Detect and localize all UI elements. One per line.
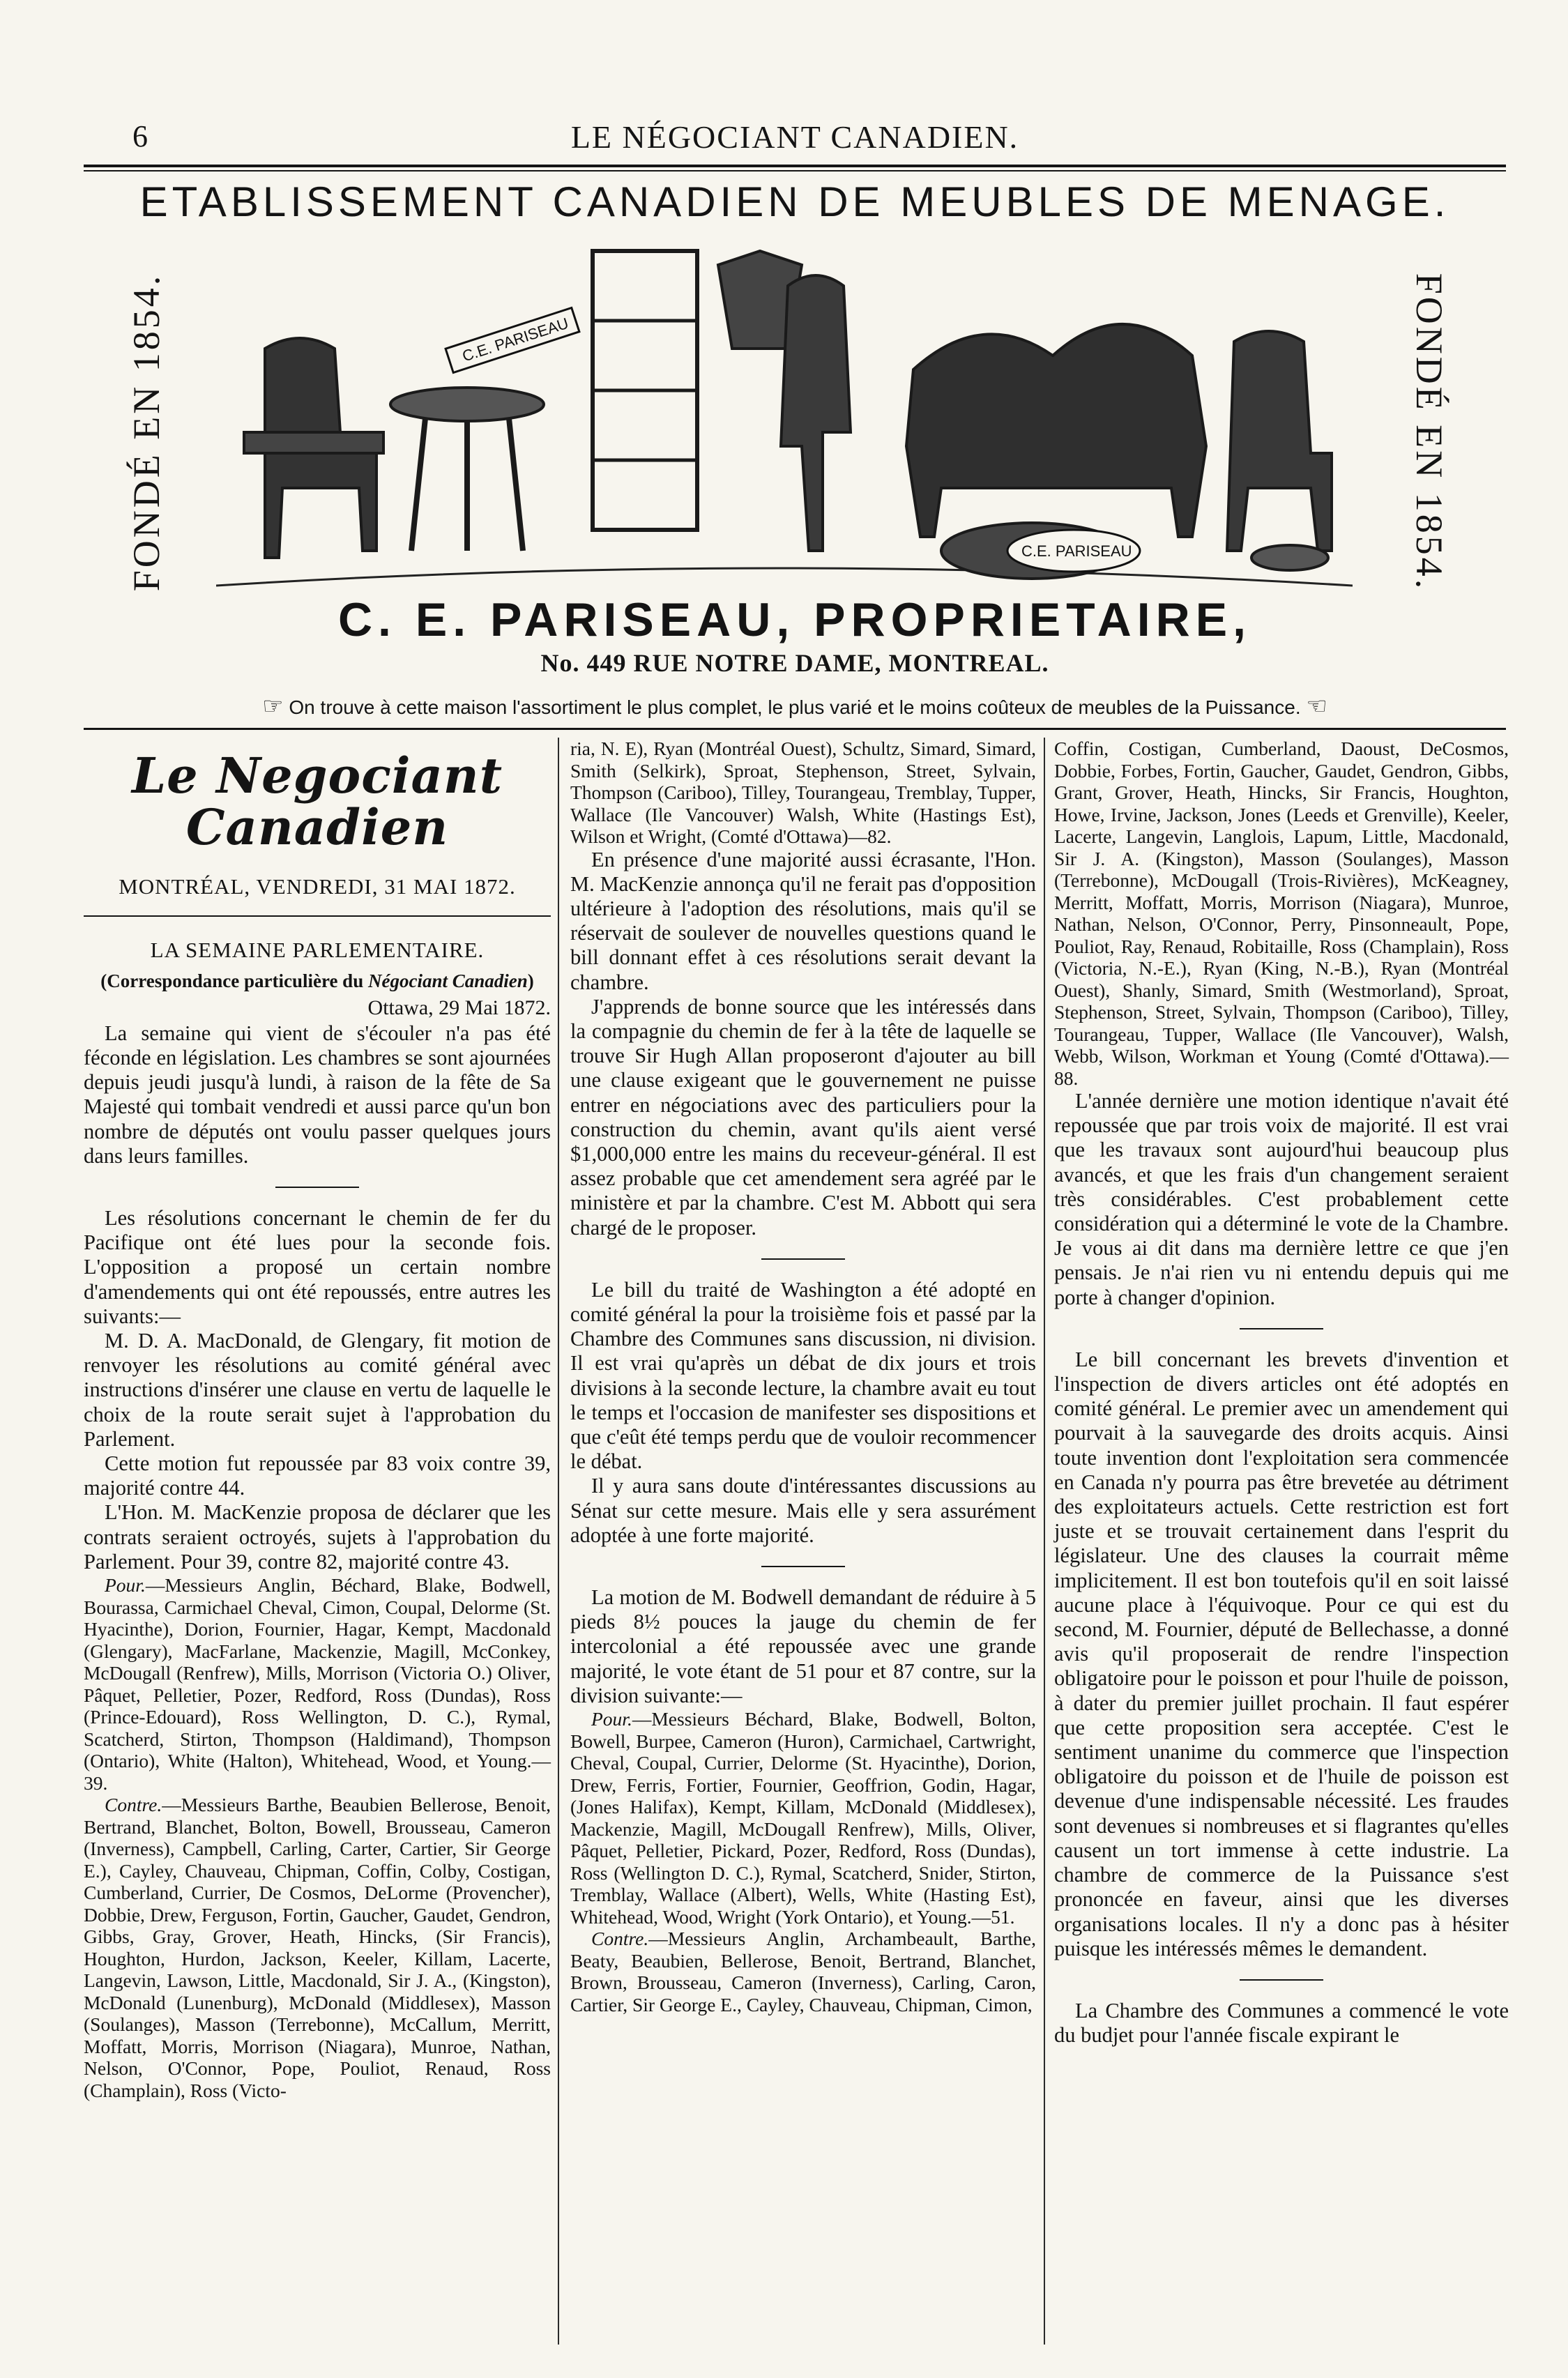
pointing-hand-icon: ☞ <box>262 693 284 719</box>
paragraph: Cette motion fut repoussée par 83 voix contre 39, majorité contre 44. <box>84 1451 551 1500</box>
paragraph: En présence d'une majorité aussi écrasante, l'Hon. M. MacKenzie annonça qu'il ne ferait pas d'opposition ultérieure à l'adoption des résolutions, mais qu'il se réservait de soulever de nouvelles questions quand le bill donnant effet à ces résolutions serait devant la chambre. <box>570 847 1036 994</box>
founded-right: FONDÉ EN 1854. <box>1408 273 1450 592</box>
section-title: LA SEMAINE PARLEMENTAIRE. <box>150 938 485 963</box>
masthead: Le Negociant Canadien <box>131 747 503 856</box>
section-separator <box>761 1258 845 1260</box>
page-number: 6 <box>132 119 148 153</box>
paragraph: J'apprends de bonne source que les intéressés dans la compagnie du chemin de fer à la tête de laquelle se trouve Sir Hugh Allan proposeront d'ajouter au bill une clause exigeant que le gouvernement ne puisse entrer en négociations avec des particuliers pour la construction du chemin, avant qu'ils aient versé $1,000,000 entre les mains du receveur-général. Il est assez probable que cet amendement sera agréé par le ministère et par la chambre. C'est M. Abbott qui sera chargé de le proposer. <box>570 994 1036 1240</box>
section-separator <box>275 1187 359 1188</box>
ad-assortment-text: On trouve à cette maison l'assortiment le plus complet, le plus varié et le moins coûteux de meubles de la Puissance. <box>289 696 1301 718</box>
paragraph: L'Hon. M. MacKenzie proposa de déclarer que les contrats seraient octroyés, sujets à l'approbation du Parlement. Pour 39, contre 82, majorité contre 43. <box>84 1500 551 1573</box>
column-3 <box>1054 738 1509 2048</box>
column-separator <box>558 738 559 2345</box>
head-rule-thick <box>84 165 1506 167</box>
paragraph: Le bill du traité de Washington a été adopté en comité général la pour la troisième fois et passé par la Chambre des Communes sans discussion, ni division. Il est vrai qu'après un débat de dix jours et trois divisions à la seconde lecture, la chambre avait eu tout le temps et l'occasion de manifester ses dispositions et que c'eût été temps perdu que de vouloir recommencer le débat. <box>570 1277 1036 1474</box>
journal-title: LE NÉGOCIANT CANADIEN. <box>570 119 1019 155</box>
dateline: MONTRÉAL, VENDREDI, 31 MAI 1872. <box>119 874 516 899</box>
paragraph: Coffin, Costigan, Cumberland, Daoust, DeCosmos, Dobbie, Forbes, Fortin, Gaucher, Gaudet, Gendron, Gibbs, Grant, Grover, Heath, Hincks, Sir Francis, Houghton, Howe, Irvine, Jackson, Jones (Leeds et Grenville), Keeler, Lacerte, Langevin, Langlois, Lapum, Little, Macdonald, Sir J. A. (Kingston), Masson (Soulanges), Masson (Terrebonne), McDougall (Trois-Rivières), McKeagney, Merritt, Moffatt, Morris, Morrison (Niagara), Munroe, Nathan, Nelson, O'Connor, Perry, Pinsonneault, Pope, Pouliot, Ray, Renaud, Robitaille, Ross (Champlain), Ross (Victoria, N.-E.), Ryan (King, N.-B.), Ryan (Montréal Ouest), Shanly, Simard, Smith (Westmorland), Sproat, Stephenson, Street, Sylvain, Thompson (Cariboo), Tilley, Tourangeau, Tupper, Wallace (Ile Vancouver), Walsh, Webb, Wilson, Workman et Young (Comté d'Ottawa).—88. <box>1054 738 1509 1089</box>
pointing-hand-icon: ☜ <box>1306 693 1327 719</box>
section-separator <box>761 1566 845 1567</box>
masthead-rule <box>84 915 551 917</box>
engraving-label-1: C.E. PARISEAU <box>459 314 571 365</box>
running-head <box>84 119 1506 160</box>
column-2 <box>570 738 1036 2015</box>
section-separator <box>1240 1979 1323 1981</box>
paragraph: La semaine qui vient de s'écouler n'a pas été féconde en législation. Les chambres se sont ajournées depuis jeudi jusqu'à lundi, à raison de la fête de Sa Majesté qui tombait vendredi et aussi parce qu'un bon nombre de députés ont voulu passer quelques jours dans leurs familles. <box>84 1021 551 1168</box>
column-separator <box>1044 738 1045 2345</box>
founded-left: FONDÉ EN 1854. <box>125 273 167 592</box>
head-rule-thin <box>84 170 1506 172</box>
vote-contre-list: Contre.—Messieurs Barthe, Beaubien Bellerose, Benoit, Bertrand, Blanchet, Bolton, Bowell, Brousseau, Cameron (Inverness), Campbell, Carling, Carter, Cartier, Sir George E.), Cayley, Chauveau, Chipman, Coffin, Colby, Costigan, Cumberland, Currier, De Cosmos, DeLorme (Provencher), Dobbie, Drew, Ferguson, Fortin, Gaucher, Gaudet, Gendron, Gibbs, Gray, Grover, Heath, Hincks, (Sir Francis), Houghton, Hurdon, Jackson, Keeler, Killam, Lacerte, Langevin, Lawson, Little, Macdonald, Sir J. A., (Kingston), McDonald (Lunenburg), McDonald (Middlesex), Masson (Soulanges), Masson (Terrebonne), McCallum, Merritt, Moffatt, Morris, Morrison (Niagara), Munroe, Nathan, Nelson, O'Connor, Pope, Pouliot, Renaud, Ross (Champlain), Ross (Victo- <box>84 1794 551 2101</box>
paragraph: L'année dernière une motion identique n'avait été repoussée que par trois voix de majorité. Il est vrai que les travaux sont aujourd'hui beaucoup plus avancés, et que les frais d'un changement seraient très considérables. C'est probablement cette considération qui a déterminé le vote de la Chambre. Je vous ai dit dans ma dernière lettre ce que j'en pensais. Je n'ai rien vu ni entendu depuis qui me porte à changer d'opinion. <box>1054 1089 1509 1309</box>
vote-pour-list: Pour.—Messieurs Béchard, Blake, Bodwell, Bolton, Bowell, Burpee, Cameron (Huron), Carmichael, Cartwright, Cheval, Coupal, Currier, Delorme (St. Hyacinthe), Dorion, Drew, Ferris, Fortier, Fournier, Geoffrion, Godin, Hagar, (Jones Halifax), Kempt, Killam, McDonald (Middlesex), Mackenzie, Magill, McDougall Renfrew), Mills, Oliver, Pâquet, Pelletier, Pickard, Pozer, Redford, Ross (Dundas), Ross (Wellington D. C.), Rymal, Scatcherd, Snider, Stirton, Tremblay, Wallace (Albert), Wells, White (Hasting Est), Whitehead, Wood, Wright (York Ontario), et Young.—51. <box>570 1708 1036 1928</box>
paragraph: La motion de M. Bodwell demandant de réduire à 5 pieds 8½ pouces la jauge du chemin de fer intercolonial a été repoussée avec une grande majorité, le vote étant de 51 pour et 87 contre, sur la division suivante:— <box>570 1585 1036 1707</box>
ad-assortment <box>84 692 1506 720</box>
paragraph: ria, N. E), Ryan (Montréal Ouest), Schultz, Simard, Simard, Smith (Selkirk), Sproat, Stephenson, Street, Sylvain, Thompson (Cariboo), Tilley, Tourangeau, Tremblay, Tupper, Wallace (Ile Vancouver) Walsh, White (Hastings Est), Wilson et Wright, (Comté d'Ottawa)—82. <box>570 738 1036 847</box>
column-1 <box>84 738 551 2101</box>
ad-address: No. 449 RUE NOTRE DAME, MONTREAL. <box>540 649 1049 677</box>
paragraph: Le bill concernant les brevets d'invention et l'inspection de divers articles ont été adoptés en comité général. Le premier avec un amendement qui pourvait à la sauvegarde des droits acquis. Ainsi toute invention dont l'exploitation sera commencée en Canada n'y pourra pas être brevetée au détriment des exploitateurs actuels. Cette restriction est fort juste et se trouvait certainement dans l'esprit du législateur. Une des clauses la courrait même implicitement. Il est bon toutefois qu'il en soit laissé aucune place à l'équivoque. Pour ce qui est du second, M. Fournier, député de Bellechasse, a donné avis qu'il proposerait de rendre l'inspection obligatoire pour le poisson et pour l'huile de poisson, à dater du premier juillet prochain. Il faut espérer que cette proposition sera acceptée. C'est le sentiment unanime du commerce que l'inspection obligatoire du poisson et de l'huile de poisson est devenue d'une indispensable nécessité. Les fraudes sont devenues si nombreuses et si flagrantes qu'elles causent un tort immense à cette industrie. La chambre de commerce de la Puissance s'est prononcée en faveur, ainsi que les diverses organisations locales. Il n'y a donc pas à hésiter puisque les intéressés mêmes le demandent. <box>1054 1347 1509 1960</box>
vote-pour-list: Pour.—Messieurs Anglin, Béchard, Blake, Bodwell, Bourassa, Carmichael Cheval, Cimon, Coupal, Delorme (St. Hyacinthe), Dorion, Fournier, Hagar, Kempt, Macdonald (Glengary), MacFarlane, Mackenzie, Magill, McConkey, McDougall (Renfrew), Mills, Morrison (Victoria O.) Oliver, Pâquet, Pelletier, Pozer, Redford, Ross (Dundas), Ross (Prince-Edouard), Ross Wellington, D. C.), Rymal, Scatcherd, Stirton, Thompson (Haldimand), Thompson (Ontario), White (Halton), Whitehead, Wood, et Young.—39. <box>84 1574 551 1794</box>
correspondence-line: (Correspondance particulière du Négociant Canadien) <box>100 970 534 992</box>
paragraph: Les résolutions concernant le chemin de fer du Pacifique ont été lues pour la seconde fois. L'opposition a proposé un certain nombre d'amendements qui ont été repoussés, entre autres les suivants:— <box>84 1206 551 1328</box>
ad-title: ETABLISSEMENT CANADIEN DE MEUBLES DE MENAGE. <box>139 178 1450 225</box>
paragraph: La Chambre des Communes a commencé le vote du budjet pour l'année fiscale expirant le <box>1054 1998 1509 2048</box>
section-separator <box>1240 1328 1323 1329</box>
place-date: Ottawa, 29 Mai 1872. <box>367 996 551 1019</box>
vote-contre-list: Contre.—Messieurs Anglin, Archambeault, Barthe, Beaty, Beaubien, Bellerose, Benoit, Bertrand, Blanchet, Brown, Brousseau, Cameron (Inverness), Carling, Caron, Cartier, Sir George E., Cayley, Chauveau, Chipman, Cimon, <box>570 1928 1036 2015</box>
ad-bottom-rule <box>84 728 1506 730</box>
engraving-label-2: C.E. PARISEAU <box>1021 542 1132 560</box>
paragraph: Il y aura sans doute d'intéressantes discussions au Sénat sur cette mesure. Mais elle y sera assurément adoptée à une forte majorité. <box>570 1474 1036 1547</box>
furniture-engraving <box>216 223 1353 613</box>
ad-proprietor: C. E. PARISEAU, PROPRIETAIRE, <box>337 593 1252 646</box>
paragraph: M. D. A. MacDonald, de Glengary, fit motion de renvoyer les résolutions au comité général avec instructions d'insérer une clause en vertu de laquelle le choix de la route serait sujet à l'approbation du Parlement. <box>84 1329 551 1451</box>
